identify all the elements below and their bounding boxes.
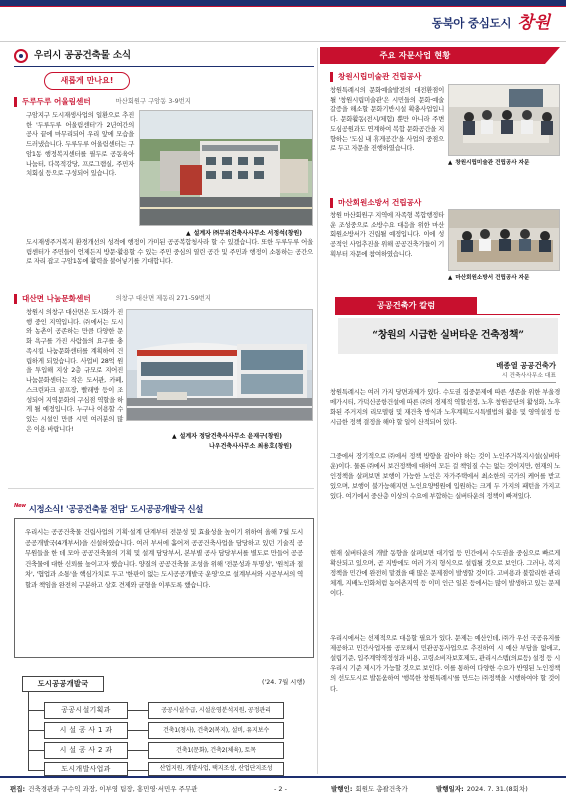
footer-pub-label: 발행인:: [331, 784, 353, 793]
footer-rule: [0, 776, 566, 778]
s2-caption-2: [209, 442, 292, 451]
s2-caption-1-text: 설계자 정담건축사사무소 윤재구(창원): [179, 433, 283, 440]
caption-triangle-icon: ▲: [172, 433, 177, 440]
org-duty-1: 공공시설수급, 시설운영분석지원, 공정관리: [148, 702, 284, 719]
s1-body-a: 구암지구 도시재생사업의 일환으로 추진한 '두루두루 어울림센터'가 2년여간의 공사 끝에 마무리되어 우리 앞에 모습을 드러냈습니다. 두루두루 어울림센터는 구암1동 행정복지센터를 필두로 공동육아나눔터, 다목적강당, 프로그램실, 주민자치회실 등으로 구성되어 있습니다.: [26, 111, 134, 178]
news-divider: [8, 488, 314, 489]
footer-date-label: 발행일자:: [436, 784, 464, 793]
news-body: 우리시는 공공건축물 건립사업의 기획·설계 단계부터 전문성 및 효율성을 높이기 위하여 올해 7월 도시공공개발국(4개부서)을 신설하였습니다. 여러 부서에 흩어져 공공건축사업을 담당하고 있던 기술직 공무원들을 한 데 모아 공공건축물의 기획 및 설계 담당부서, 본부별 공사 담당부서를 별도로 만들어 공공건축물에 대한 신뢰를 높이고자 했습니다. 양질의 공공건축물 조성을 위해 '전문성과 투명성', '원칙과 절차', '협업과 소통'을 핵심가치로 두고 '한판이 없는 도시공공개발국 운영'으로 설계부서와 시공부서의 역할과 책임을 완전히 구분하고 상호 견제와 균형을 이루도록 했습니다.: [25, 528, 303, 589]
heading-bar-icon: [14, 97, 17, 107]
p2-caption-text: 마산회원소방서 건립공사 자문: [455, 275, 530, 281]
footer-edit-names: 건축경관과 구수익 과장, 이부영 팀장, 홍민영·서민우 주무관: [28, 784, 198, 793]
footer-editors: [10, 785, 197, 795]
news-box: [14, 518, 314, 658]
org-dept-4: 도시개발사업과: [44, 762, 128, 776]
p2-caption: [448, 274, 529, 283]
p1-meeting-photo: [448, 84, 560, 156]
page-number: - 2 -: [274, 784, 287, 793]
org-chart-trunk: [28, 692, 29, 752]
new-label: New: [14, 503, 26, 509]
target-circle-icon: [14, 49, 28, 63]
org-connector: [28, 750, 44, 751]
p1-title: 창원시립미술관 건립공사: [338, 72, 422, 81]
advisory-header-tail: [510, 47, 560, 64]
column-para-2: 그중에서 장기적으로 ㈜에서 정책 방향을 잡아야 하는 것이 노인주거복지시설(실버타운)이다. 물론 ㈜에서 보건정책에 대하여 모든 걸 책임질 수는 없는 것이지만, 현재의 노인정책을 살펴보면 보행이 가능한 노인은 자가주택에서 최소한의 국가의 케어를 받고 있으며, 보행이 불가능해지면 노인요양병원에 입원하는 크게 두 가지의 패턴을 가지고 있다. 여기에서 중산층 이상의 수요에 부합하는 실버타운의 정책이 빠져있다.: [330, 452, 560, 501]
s2-caption-2-text: 나우건축사사무소 최용호(창원): [209, 443, 292, 450]
org-dept-1: 공공시설기획과: [44, 702, 128, 719]
s1-caption: [186, 229, 302, 238]
s1-body-b: 도시재생주거복지 환경개선의 성격에 행정이 가미된 공공복합청사라 할 수 있겠습니다. 또한 두루두루 어울림센터가 주민들이 언제든지 방문·활용할 수 있는 주민 중심의 열린 공간 및 주민과 행정이 소통하는 공간으로 자리 잡고 구암1동에 활력을 불어넣기를 기대합니다.: [26, 238, 313, 266]
s2-building-photo: [126, 309, 313, 421]
column-divider: [317, 48, 318, 774]
org-duty-2: 건축1(청사), 건축2(복지), 설비, 유지보수: [148, 722, 284, 739]
column-para-3: 현재 실버타운의 개발 동향을 살펴보면 대기업 등 민간에서 수도권을 중심으로 빠르게 확산되고 있으며, 곧 지방에도 여러 가지 형식으로 설립될 것으로 보인다. 그러나, 복지정책을 민간에 완전히 맡겼을 때 많은 문제점이 발생할 것이다. 고비용과 불합리한 관리체계, 지배노인화처럼 농어촌지역 등 이미 인근 일본 등에서는 많이 발생하고 있는 문제이다.: [330, 549, 560, 598]
column-header: 공공건축가 칼럼: [335, 297, 477, 314]
org-connector: [128, 710, 148, 711]
org-duty-3: 건축1(문화), 건축2(체육), 토목: [148, 742, 284, 759]
new-buildings-badge: 새롭게 만나요!: [44, 72, 130, 90]
section-title-underline: [14, 66, 314, 67]
caption-triangle-icon: ▲: [186, 230, 191, 237]
section-title: 우리시 공공건축물 소식: [34, 50, 131, 61]
footer-pub-name: 회원도 총괄건축가: [355, 784, 408, 793]
section-title-block: [14, 49, 131, 64]
p1-caption-text: 창원시립미술관 건립공사 자문: [455, 160, 530, 166]
s1-building-photo: [139, 110, 313, 226]
header-rule: [0, 41, 566, 42]
footer-date: [436, 785, 528, 795]
changwon-logo: 창원: [517, 13, 550, 34]
org-chart-title: 도시공공개발국: [22, 676, 104, 692]
column-title: “창원의 시급한 실버타운 건축정책”: [338, 318, 558, 354]
s2-heading: [14, 293, 211, 305]
heading-bar-icon: [330, 198, 333, 208]
s2-location: 의창구 대산면 제동리 271-59번지: [115, 294, 211, 302]
news-title: 시정소식! '공공건축물 전담' 도시공공개발국 신설: [28, 504, 204, 515]
column-header-rule: [335, 314, 560, 315]
p2-heading: [330, 197, 421, 209]
org-duty-4: 산업지원, 개발사업, 택지조성, 산업단지조성: [148, 762, 284, 776]
footer: [0, 779, 566, 800]
caption-triangle-icon: ▲: [448, 160, 453, 166]
brand-text: 동북아 중심도시: [431, 16, 512, 31]
org-connector: [28, 770, 44, 771]
p1-body: 창원특례시의 문화예술발전의 대전환점이 될 '창원시립미술관'은 시민들의 문화·예술 갈증을 해소할 문화기반시설 확충사업입니다. 문화활동(전시/체험) 뿐만 아니라 주변 도심공원과도 연계하여 복합 문화공간을 지향하는 '도심 내 휴게공간'을 사업의 중점으로 두고 자문을 진행하였습니다.: [330, 86, 444, 153]
org-connector: [128, 750, 148, 751]
org-dept-2: 시 설 공 사 1 과: [44, 722, 128, 739]
column-para-4: 우리시에서는 선제적으로 대응할 필요가 있다. 문제는 예산인데, ㈜가 우선 국공유지를 제공하고 민간사업자를 공모해서 민관공동사업으로 추진하여 시 예산 부담을 없애고, 설립기준, 입주계약적정성과 비용, 고령소비자보호제도, 관리시스템(의료등) 설정 등 시 우리시 기준 제시가 가능할 것으로 보인다. 이를 통하여 다양한 수요가 반영된 노인정책의 선도도시로 발돋움하여 '행복한 창원특례시'를 만드는 ㈜정책을 시행하여야 할 것이다.: [330, 634, 560, 693]
p2-title: 마산회원소방서 건립공사: [338, 198, 422, 207]
p1-caption: [448, 159, 529, 168]
s2-body: 창원시 의창구 대산면은 도시화가 진행 중인 지역입니다. ㈜에서는 도시와 농촌이 공존하는 만큼 다양한 문화 욕구를 가진 사람들의 요구를 충족시킬 나눔문화센터를 계획하여 건립하게 되었습니다. 사업비 28억 원을 투입해 지상 2층 규모로 지어진 나눔문화센터는 작은 도서관, 카페, 스크린파크 골프장, 빨래방 등이 조성되어 지역문화의 구심점 역할을 하게 될 예정입니다. 누구나 이용할 수 있는 시설인 만큼 시민 여러분의 많은 이용 바랍니다!: [26, 308, 123, 433]
p1-heading: [330, 71, 421, 83]
org-dept-3: 시 설 공 사 2 과: [44, 742, 128, 759]
s1-caption-text: 설계자 ㈜무위건축사사무소 서정석(창원): [193, 230, 303, 237]
footer-date-value: 2024. 7. 31.(8회차): [466, 784, 528, 793]
footer-publisher: [331, 785, 408, 795]
heading-bar-icon: [14, 294, 17, 304]
org-connector: [128, 730, 148, 731]
org-chart-trunk-end: [28, 752, 29, 770]
brand-block: [432, 10, 550, 38]
p2-meeting-photo: [448, 209, 560, 271]
footer-edit-label: 편집:: [10, 784, 26, 793]
s1-location: 마산회원구 구암동 3-9번지: [115, 97, 191, 105]
org-connector: [28, 730, 44, 731]
column-para-1: 창원특례시는 여러 가지 당면과제가 있다. 수도권 집중문제에 따른 생존을 위한 부울경 메가시티, 가덕신공항건설에 따른 ㈜의 경제적 역할선정, 노후 창원공단의 활성화, 노후화된 주거지의 리모델링 및 재건축 방식과 노후계획도시특별법의 활용 및 영역설정 등 시급한 정책 결정을 해야 할 일이 산적되어 있다.: [330, 388, 560, 427]
advisory-header: 주요 자문사업 현황: [320, 47, 510, 64]
column-author: 배종열 공공건축가: [496, 361, 556, 370]
heading-bar-icon: [330, 72, 333, 82]
author-underline: [438, 382, 556, 383]
column-author-affiliation: 시 건축사사무소 대표: [501, 373, 556, 379]
header-accent-line: [0, 6, 566, 7]
s1-title: 두루두루 어울림센터: [22, 97, 91, 106]
org-connector: [28, 710, 44, 711]
s2-caption-1: [172, 432, 282, 441]
org-chart-date: ('24. 7월 시행): [262, 679, 305, 686]
org-connector: [128, 770, 148, 771]
p2-body: 창원 마산회원구 지역에 자족형 복합행정타운 조성중으로 소방수요 대응을 위한 마산회원소방서가 건립될 예정입니다. 이에 성공적인 사업추진을 위해 공공건축가들이 기획부터 자문에 참여하였습니다.: [330, 211, 444, 258]
s2-title: 대산면 나눔문화센터: [22, 294, 91, 303]
caption-triangle-icon: ▲: [448, 275, 453, 281]
s1-heading: [14, 96, 191, 108]
news-heading: [14, 503, 203, 516]
